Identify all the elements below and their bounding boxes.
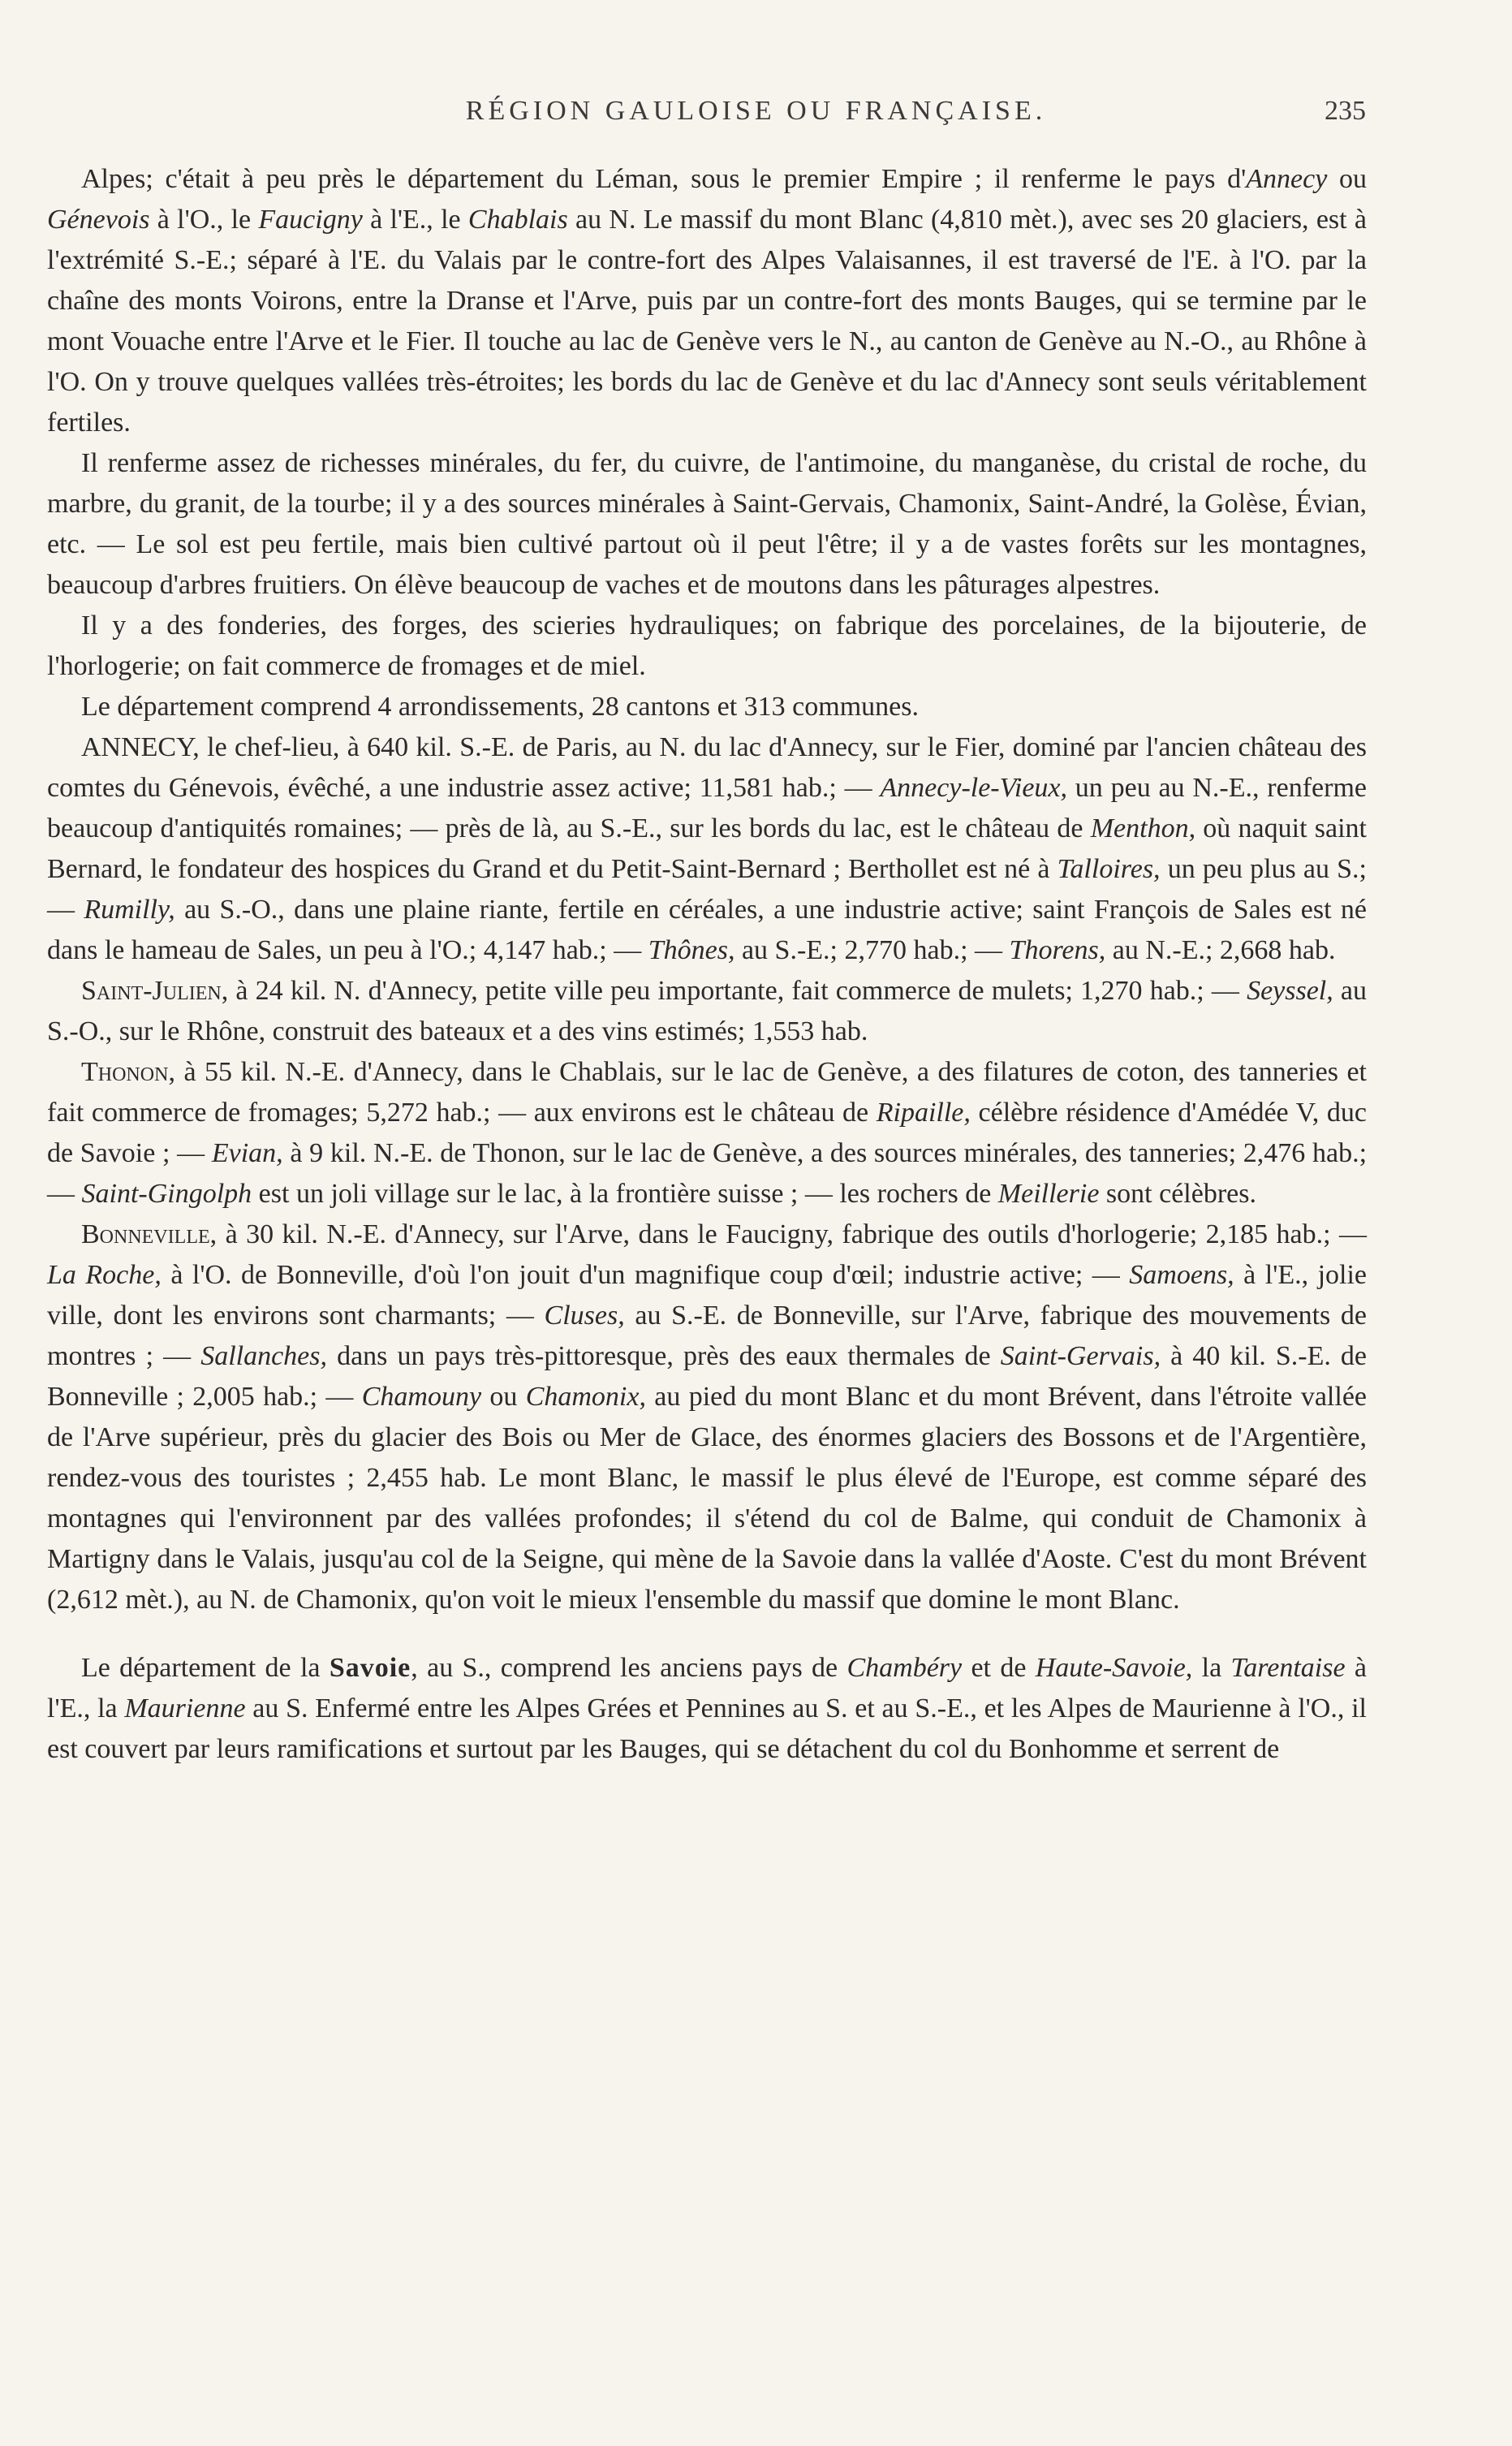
paragraph-p9: [47, 1648, 1367, 1770]
text-run: , à 55 kil. N.-E. d'Annecy, dans le Chablais, sur le lac de Genève, a des filatures de coton, des tanneries et fait commerce de fromages; 5,272 hab.; — aux environs est le château de: [47, 1057, 1367, 1128]
text-run: au N. Le massif du mont Blanc (4,810 mèt.), avec ses 20 glaciers, est à l'extrémité S.-E.; séparé à l'E. du Valais par le contre-fort des Alpes Valaisannes, il est traversé de l'E. à l'O. par la chaîne des monts Voirons, entre la Dranse et l'Arve, puis par un contre-fort des monts Bauges, qui se termine par le mont Vouache entre l'Arve et le Fier. Il touche au lac de Genève vers le N., au canton de Genève au N.-O., au Rhône à l'O. On y trouve quelques vallées très-étroites; les bords du lac de Genève et du lac d'Annecy sont seuls véritablement fertiles.: [47, 205, 1367, 438]
text-run: dans un pays très-pittoresque, près des eaux thermales de: [327, 1341, 1001, 1371]
italic-term: Chamonix,: [525, 1382, 646, 1412]
text-run: au S.-E. de Bonneville, sur l'Arve, fabrique des mouvements de montres ; —: [47, 1301, 1367, 1371]
paragraph-p2: [47, 443, 1367, 606]
italic-term: Génevois: [47, 205, 150, 235]
text-run: , à 30 kil. N.-E. d'Annecy, sur l'Arve, dans le Faucigny, fabrique des outils d'horlogerie; 2,185 hab.; —: [209, 1219, 1367, 1249]
department-name: Savoie: [329, 1653, 411, 1683]
text-run: où naquit saint Bernard, le fondateur des hospices du Grand et du Petit-Saint-Bernard ; Berthollet est né à: [47, 813, 1368, 884]
text-run: au pied du mont Blanc et du mont Brévent, dans l'étroite vallée de l'Arve supérieur, près du glacier des Bois ou Mer de Glace, des énormes glaciers des Bossons et de l'Argentière, rendez-vous des touristes ; 2,455 hab. Le mont Blanc, le massif le plus élevé de l'Europe, est comme séparé des montagnes qui l'environnent par des vallées profondes; il s'étend du col de Balme, qui conduit de Chamonix à Martigny dans le Valais, jusqu'au col de la Seigne, qui mène de la Savoie dans la vallée d'Aoste. C'est du mont Brévent (2,612 mèt.), au N. de Chamonix, qu'on voit le mieux l'ensemble du massif que domine le mont Blanc.: [47, 1382, 1368, 1615]
italic-term: Cluses,: [544, 1301, 625, 1331]
text-run: Le département de la: [81, 1653, 330, 1683]
italic-term: Samoens,: [1129, 1260, 1234, 1290]
text-run: au S.-E.; 2,770 hab.; —: [734, 935, 1010, 965]
text-run: à 40 kil. S.-E. de Bonneville ; 2,005 hab.; —: [47, 1341, 1367, 1412]
italic-term: Saint-Gervais,: [1000, 1341, 1161, 1371]
text-run: ou: [1327, 164, 1367, 194]
text-run: sont célèbres.: [1099, 1179, 1256, 1209]
italic-term: Saint-Gingolph: [81, 1179, 252, 1209]
italic-term: Faucigny: [258, 205, 363, 235]
text-run: la: [1192, 1653, 1231, 1683]
italic-term: Chambéry: [846, 1653, 963, 1683]
italic-term: Menthon,: [1090, 813, 1196, 843]
page-number: 235: [1325, 96, 1366, 126]
place-heading: Thonon: [81, 1057, 169, 1087]
running-title: RÉGION GAULOISE OU FRANÇAISE.: [465, 96, 1047, 126]
paragraph-p6: [47, 971, 1367, 1052]
italic-term: Maurienne: [124, 1693, 246, 1723]
text-run: à l'E., jolie ville, dont les environs sont charmants; —: [47, 1260, 1367, 1331]
paragraph-p7: [47, 1052, 1367, 1214]
paragraph-p8: [47, 1214, 1367, 1620]
text-run: est un joli village sur le lac, à la frontière suisse ; — les rochers de: [252, 1179, 998, 1209]
italic-term: Meillerie: [997, 1179, 1100, 1209]
italic-term: Talloires,: [1057, 854, 1161, 884]
italic-term: Seyssel,: [1247, 976, 1333, 1006]
text-run: un peu au N.-E., renferme beaucoup d'antiquités romaines; — près de là, au S.-E., sur les bords du lac, est le château de: [47, 773, 1367, 843]
text-run: au N.-E.; 2,668 hab.: [1105, 935, 1336, 965]
text-run: , à 24 kil. N. d'Annecy, petite ville peu importante, fait commerce de mulets; 1,270 hab.; —: [221, 976, 1247, 1006]
text-run: à l'O. de Bonneville, d'où l'on jouit d'un magnifique coup d'œil; industrie active; —: [161, 1260, 1130, 1290]
italic-term: Evian,: [211, 1138, 283, 1168]
italic-term: Rumilly,: [84, 895, 175, 925]
text-run: Il y a des fonderies, des forges, des scieries hydrauliques; on fabrique des porcelaines, de la bijouterie, de l'horlogerie; on fait commerce de fromages et de miel.: [47, 610, 1367, 681]
place-heading: Bonneville: [81, 1219, 210, 1249]
text-run: ou: [481, 1382, 526, 1412]
text-run: Alpes; c'était à peu près le département du Léman, sous le premier Empire ; il renferme le pays d': [81, 164, 1247, 194]
italic-term: Annecy-le-Vieux,: [880, 773, 1068, 803]
italic-term: Chamouny: [361, 1382, 482, 1412]
text-run: à l'E., la: [47, 1653, 1367, 1723]
body-text: [47, 159, 1367, 1770]
paragraph-p3: [47, 606, 1367, 687]
text-run: Il renferme assez de richesses minérales, du fer, du cuivre, de l'antimoine, du manganèse, du cristal de roche, du marbre, du granit, de la tourbe; il y a des sources minérales à Saint-Gervais, Chamonix, Saint-André, la Golèse, Évian, etc. — Le sol est peu fertile, mais bien cultivé partout où il peut l'être; il y a de vastes forêts sur les montagnes, beaucoup d'arbres fruitiers. On élève beaucoup de vaches et de moutons dans les pâturages alpestres.: [47, 448, 1367, 600]
italic-term: Chablais: [467, 205, 568, 235]
text-run: , au S., comprend les anciens pays de: [411, 1653, 847, 1683]
text-run: au S. Enfermé entre les Alpes Grées et Pennines au S. et au S.-E., et les Alpes de Maurienne à l'O., il est couvert par leurs ramifications et surtout par les Bauges, qui se détachent du col du Bonhomme et serrent de: [47, 1693, 1367, 1764]
italic-term: Thorens,: [1009, 935, 1106, 965]
text-run: au S.-O., dans une plaine riante, fertile en céréales, a une industrie active; saint François de Sales est né dans le hameau de Sales, un peu à l'O.; 4,147 hab.; —: [47, 895, 1367, 965]
italic-term: Thônes,: [648, 935, 735, 965]
text-run: au S.-O., sur le Rhône, construit des bateaux et a des vins estimés; 1,553 hab.: [47, 976, 1367, 1046]
text-run: un peu plus au S.; —: [47, 854, 1367, 925]
text-run: Le département comprend 4 arrondissements, 28 cantons et 313 communes.: [81, 692, 919, 722]
italic-term: Haute-Savoie,: [1035, 1653, 1193, 1683]
text-run: célèbre résidence d'Amédée V, duc de Savoie ; —: [47, 1098, 1367, 1168]
paragraph-p4: [47, 687, 1367, 727]
text-run: à l'O., le: [149, 205, 259, 235]
italic-term: Sallanches,: [200, 1341, 327, 1371]
running-head: [0, 96, 1512, 136]
italic-term: Ripaille,: [876, 1098, 971, 1128]
italic-term: Annecy: [1246, 164, 1328, 194]
text-run: à 9 kil. N.-E. de Thonon, sur le lac de Genève, a des sources minérales, des tanneries; 2,476 hab.; —: [47, 1138, 1368, 1209]
text-run: et de: [962, 1653, 1036, 1683]
place-heading: Saint-Julien: [81, 976, 222, 1006]
italic-term: Tarentaise: [1230, 1653, 1346, 1683]
paragraph-p1: [47, 159, 1367, 443]
text-run: ANNECY, le chef-lieu, à 640 kil. S.-E. de Paris, au N. du lac d'Annecy, sur le Fier, dominé par l'ancien château des comtes du Génevois, évêché, a une industrie assez active; 11,581 hab.; —: [47, 732, 1367, 803]
text-run: à l'E., le: [362, 205, 468, 235]
paragraph-p5: [47, 727, 1367, 971]
italic-term: La Roche,: [47, 1260, 162, 1290]
